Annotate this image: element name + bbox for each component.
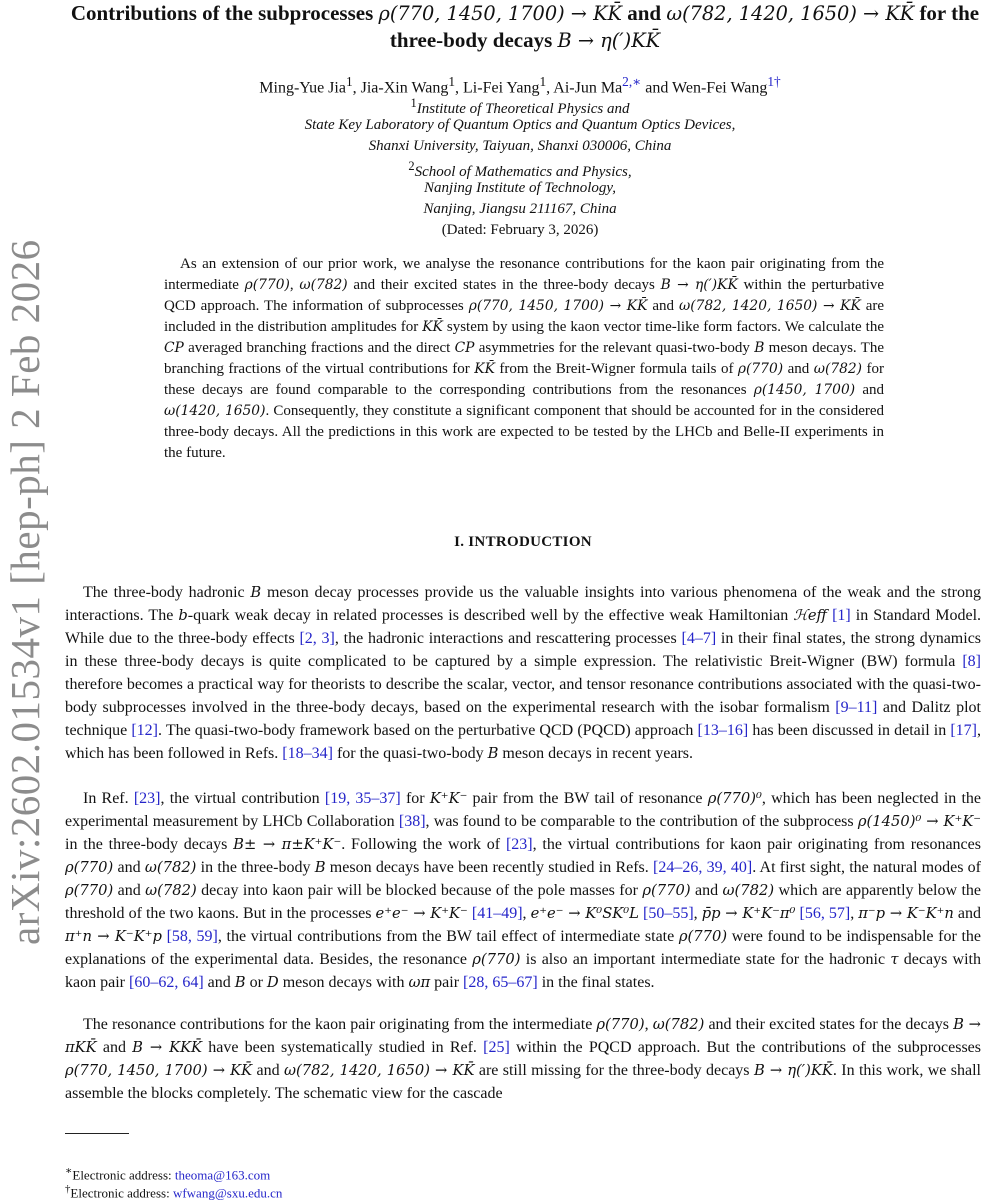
citation-link[interactable]: [41–49] [471,905,523,922]
affiliation-text: Institute of Theoretical Physics and [416,101,630,117]
footnote-mark: † [65,1183,71,1195]
affiliation-line [0,159,982,181]
title-text: and [621,1,667,25]
title-text: three-body decays [389,28,558,52]
citation-link[interactable]: [2, 3] [299,630,335,647]
paper-title [55,0,982,54]
intro-paragraph-2: In Ref. [23], the virtual contribution [19, 35–37] for K⁺K⁻ pair from the BW tail of resonance ρ(770)⁰, which has been neglected in the experimental measurement by LHCb Collaboration [38], was found to be comparable to the contribution of the subprocess ρ(1450)⁰ → K⁺K⁻ in the three-body decays B± → π±K⁺K⁻. Following the work of [23], the virtual contributions for kaon pair originating from resonances ρ(770) and ω(782) in the three-body B meson decays have been recently studied in Refs. [24–26, 39, 40]. At first sight, the natural modes of ρ(770) and ω(782) decay into kaon pair will be blocked because of the pole masses for ρ(770) and ω(782) which are apparently below the threshold of the two kaons. But in the processes e⁺e⁻ → K⁺K⁻ [41–49], e⁺e⁻ → K⁰SK⁰L [50–55], p̄p → K⁺K⁻π⁰ [56, 57], π⁻p → K⁻K⁺n and π⁺n → K⁻K⁺p [58, 59], the virtual contributions from the BW tail effect of intermediate state ρ(770) were found to be indispensable for the explanations of the experimental data. Besides, the resonance ρ(770) is also an important intermediate state for the hadronic τ decays with kaon pair [60–62, 64] and B or D meson decays with ωπ pair [28, 65–67] in the final states. [65,790,982,991]
author-separator: , [455,79,464,97]
author-affil-mark[interactable]: 1† [767,74,781,89]
citation-link[interactable]: [8] [962,653,981,670]
title-math: ω(782, 1420, 1650) → KK̄ [666,2,915,25]
citation-link[interactable]: [25] [483,1039,510,1056]
title-math: ρ(770, 1450, 1700) → KK̄ [378,2,622,25]
citation-link[interactable]: [4–7] [681,630,717,647]
affiliation-mark: 1 [410,96,417,110]
citation-link[interactable]: [24–26, 39, 40] [653,859,753,876]
citation-link[interactable]: [17] [950,722,977,739]
arxiv-identifier: arXiv:2602.01534v1 [hep-ph] 2 Feb 2026 [2,239,48,945]
affiliation-line: State Key Laboratory of Quantum Optics and Quantum Optics Devices, [304,117,736,133]
citation-link[interactable]: [28, 65–67] [463,974,538,991]
title-line-2 [55,27,982,54]
citation-link[interactable]: [23] [133,790,161,807]
footnote-rule [65,1133,129,1134]
email-link[interactable]: wfwang@sxu.edu.cn [172,1185,283,1201]
citation-link[interactable]: [60–62, 64] [128,974,204,991]
author-name: Ai-Jun Ma [553,79,623,97]
author-name: Ming-Yue Jia [259,79,346,97]
citation-link[interactable]: [13–16] [697,722,749,739]
affiliation-text: School of Mathematics and Physics, [414,164,632,180]
affiliation-line: Nanjing Institute of Technology, [424,180,616,196]
author-affil-mark: 1 [345,74,353,89]
footnote-label: Electronic address: [70,1185,173,1201]
author-separator: , [352,79,361,97]
citation-link[interactable]: [50–55] [643,905,694,922]
affiliation-line [0,96,982,118]
citation-link[interactable]: [38] [398,813,426,830]
author-name: Wen-Fei Wang [672,79,768,97]
author-affil-mark[interactable]: 2,∗ [622,74,642,89]
citation-link[interactable]: [56, 57] [799,905,851,922]
citation-link[interactable]: [12] [131,722,158,739]
title-text: for the [914,1,980,25]
title-text: Contributions of the subprocesses [70,1,379,25]
affiliation-mark: 2 [408,159,415,173]
author-list [0,74,982,97]
affiliation-line: Nanjing, Jiangsu 211167, China [423,201,617,217]
footnote-mark: ∗ [65,1165,73,1177]
footnote [65,1183,282,1201]
author-affil-mark: 1 [539,74,547,89]
citation-link[interactable]: [9–11] [835,699,878,716]
section-heading: I. INTRODUCTION [454,534,592,550]
intro-paragraph-1: The three-body hadronic B meson decay processes provide us the valuable insights into various phenomena of the weak and the strong interactions. The b-quark weak decay in related processes is described well by the effective weak Hamiltonian ℋeff [1] in Standard Model. While due to the three-body effects [2, 3], the hadronic interactions and rescattering processes [4–7] in their final states, the strong dynamics in these three-body decays is quite complicated to be captured by a simple expression. The relativistic Breit-Wigner (BW) formula [8] therefore becomes a practical way for theorists to describe the scalar, vector, and tensor resonance contributions associated with the quasi-two-body subprocesses involved in the three-body decays, based on the experimental research with the isobar formalism [9–11] and Dalitz plot technique [12]. The quasi-two-body framework based on the perturbative QCD (PQCD) approach [13–16] has been discussed in detail in [17], which has been followed in Refs. [18–34] for the quasi-two-body B meson decays in recent years. [65,584,982,762]
citation-link[interactable]: [19, 35–37] [324,790,401,807]
intro-paragraph-3: The resonance contributions for the kaon pair originating from the intermediate ρ(770), ω(782) and their excited states for the decays B → πKK̄ and B → KKK̄ have been systematically studied in Ref. [25] within the PQCD approach. But the contributions of the subprocesses ρ(770, 1450, 1700) → KK̄ and ω(782, 1420, 1650) → KK̄ are still missing for the three-body decays B → η(′)KK̄. In this work, we shall assemble the blocks completely. The schematic view for the cascade [65,1016,982,1102]
author-name: Jia-Xin Wang [360,79,449,97]
affiliation-line: Shanxi University, Taiyuan, Shanxi 030006, China [368,138,672,154]
abstract: As an extension of our prior work, we analyse the resonance contributions for the kaon pair originating from the intermediate ρ(770), ω(782) and their excited states in the three-body decays B → η(′)KK̄ within the perturbative QCD approach. The information of subprocesses ρ(770, 1450, 1700) → KK̄ and ω(782, 1420, 1650) → KK̄ are included in the distribution amplitudes for KK̄ system by using the kaon vector time-like form factors. We calculate the CP averaged branching fractions and the direct CP asymmetries for the relevant quasi-two-body B meson decays. The branching fractions of the virtual contributions for KK̄ from the Breit-Wigner formula tails of ρ(770) and ω(782) for these decays are found comparable to the corresponding contributions from the resonances ρ(1450, 1700) and ω(1420, 1650). Consequently, they constitute a significant component that should be accounted for in the considered three-body decays. All the predictions in this work are expected to be tested by the LHCb and Belle-II experiments in the future. [164,256,885,461]
author-affil-mark: 1 [448,74,456,89]
title-math: B → η(′)KK̄ [557,29,661,52]
author-separator: and [641,79,673,97]
citation-link[interactable]: [1] [832,607,851,624]
dated-line: (Dated: February 3, 2026) [441,222,599,238]
title-line-1 [55,0,982,27]
footnote-label: Electronic address: [72,1167,175,1183]
footnote [65,1164,270,1183]
citation-link[interactable]: [23] [505,836,533,853]
citation-link[interactable]: [58, 59] [166,928,218,945]
citation-link[interactable]: [18–34] [282,745,333,762]
author-separator: , [546,79,554,97]
author-name: Li-Fei Yang [463,79,540,97]
email-link[interactable]: theoma@163.com [174,1167,271,1183]
